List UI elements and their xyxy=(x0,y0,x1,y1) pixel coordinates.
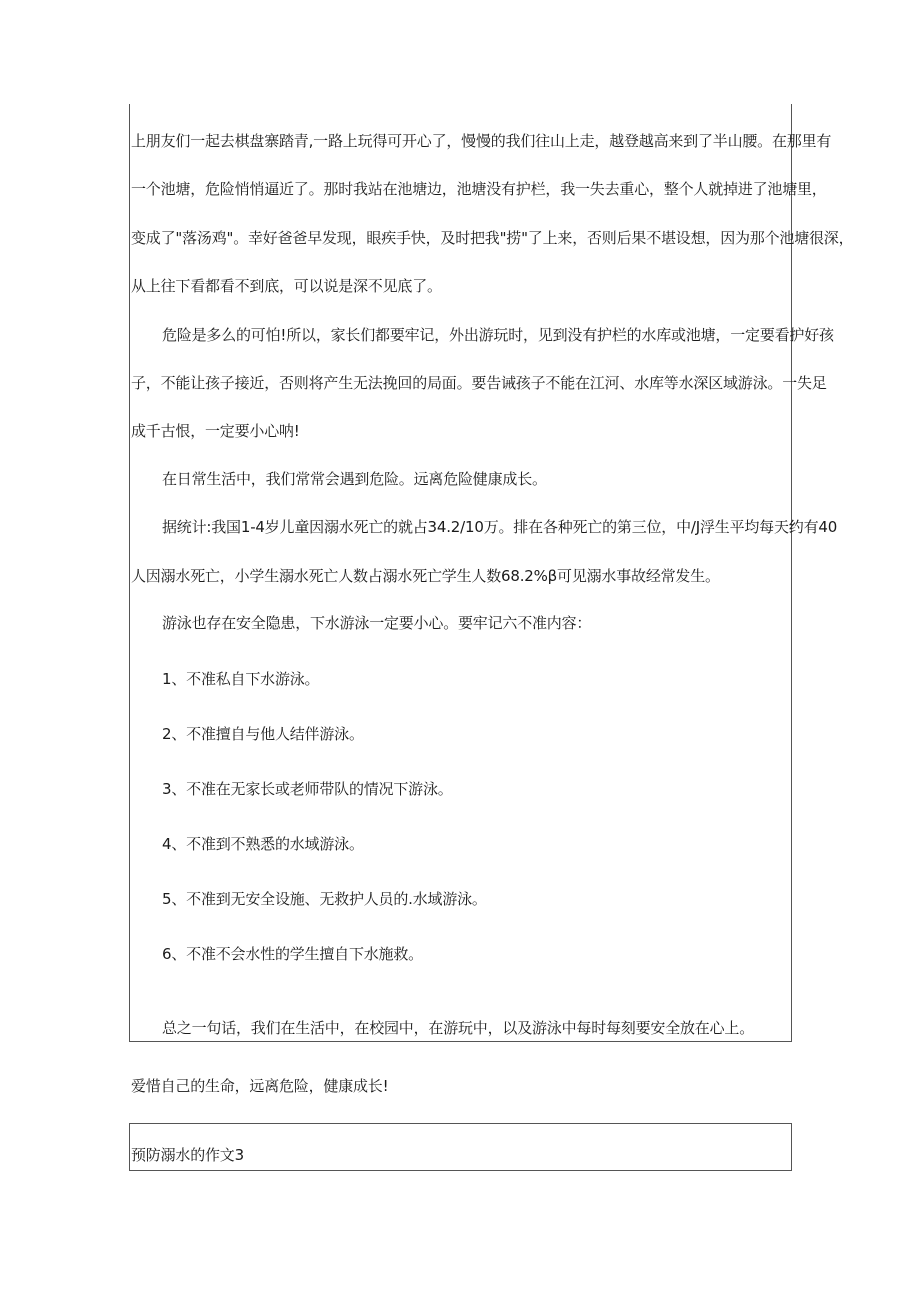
closing-line: 爱惜自己的生命，远离危险，健康成长! xyxy=(131,1077,389,1095)
paragraph-1-line-2: 一个池塘，危险悄悄逼近了。那时我站在池塘边，池塘没有护栏，我一失去重心，整个人就掉进了池塘里， xyxy=(131,180,827,198)
paragraph-2-line-2: 子，不能让孩子接近，否则将产生无法挽回的局面。要告诫孩子不能在江河、水库等水深区域游泳。一失足 xyxy=(131,374,827,392)
rule-item-2: 2、不准擅自与他人结伴游泳。 xyxy=(162,725,364,743)
next-essay-title: 预防溺水的作文3 xyxy=(131,1146,244,1164)
paragraph-2-line-3: 成千古恨，一定要小心呐! xyxy=(131,422,300,440)
paragraph-6: 总之一句话，我们在生活中，在校园中，在游玩中，以及游泳中每时每刻要安全放在心上。 xyxy=(162,1019,755,1037)
rule-item-5: 5、不准到无安全设施、无救护人员的.水域游泳。 xyxy=(162,890,487,908)
rule-item-3: 3、不准在无家长或老师带队的情况下游泳。 xyxy=(162,780,453,798)
paragraph-4-line-1: 据统计:我国1-4岁儿童因溺水死亡的就占34.2/10万。排在各种死亡的第三位，中/J浮生平均每天约有40 xyxy=(162,518,838,536)
paragraph-1-line-1: 上朋友们一起去棋盘寨踏青,一路上玩得可开心了，慢慢的我们往山上走，越登越高来到了半山腰。在那里有 xyxy=(131,132,832,150)
paragraph-2-line-1: 危险是多么的可怕!所以，家长们都要牢记，外出游玩时，见到没有护栏的水库或池塘，一定要看护好孩 xyxy=(162,326,834,344)
rule-item-4: 4、不准到不熟悉的水域游泳。 xyxy=(162,835,364,853)
paragraph-1-line-4: 从上往下看都看不到底，可以说是深不见底了。 xyxy=(131,277,442,295)
paragraph-3: 在日常生活中，我们常常会遇到危险。远离危险健康成长。 xyxy=(162,470,547,488)
paragraph-1-line-3: 变成了"落汤鸡"。幸好爸爸早发现，眼疾手快，及时把我"捞"了上来，否则后果不堪设想，因为那个池塘很深， xyxy=(131,229,854,247)
rule-item-6: 6、不准不会水性的学生擅自下水施救。 xyxy=(162,945,423,963)
paragraph-4-line-2: 人因溺水死亡，小学生溺水死亡人数占溺水死亡学生人数68.2%β可见溺水事故经常发生。 xyxy=(131,567,720,585)
paragraph-5: 游泳也存在安全隐患，下水游泳一定要小心。要牢记六不准内容： xyxy=(162,614,592,632)
rule-item-1: 1、不准私自下水游泳。 xyxy=(162,670,320,688)
